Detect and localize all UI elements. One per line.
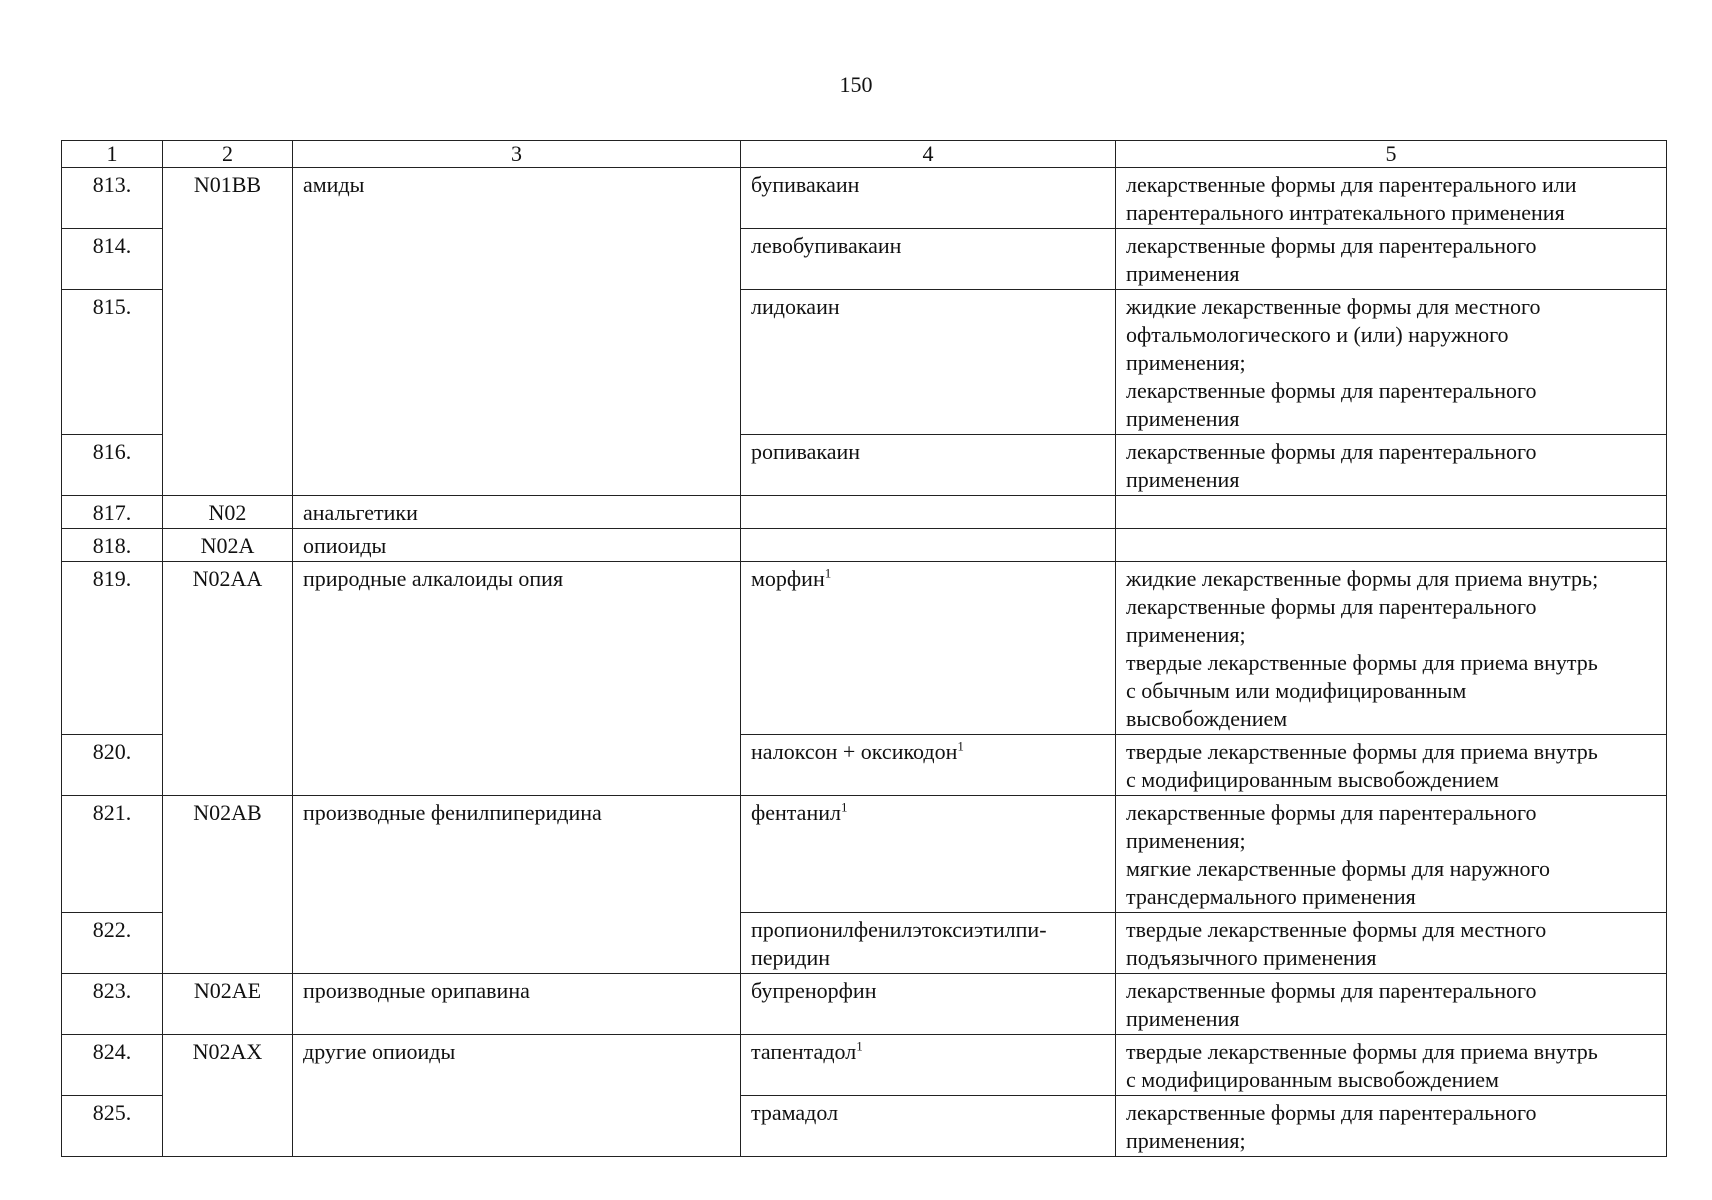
dosage-form-line: твердые лекарственные формы для приема внутрь <box>1126 739 1598 764</box>
group-name: производные орипавина <box>293 974 741 1035</box>
atc-code: N02AE <box>163 974 293 1035</box>
atc-code: N01BB <box>163 168 293 496</box>
dosage-form-line: жидкие лекарственные формы для местного <box>1126 294 1541 319</box>
dosage-form-line: лекарственные формы для парентерального <box>1126 800 1537 825</box>
row-number: 820. <box>62 735 163 796</box>
dosage-form-line: применения; <box>1126 828 1246 853</box>
row-number: 813. <box>62 168 163 229</box>
dosage-form-line: офтальмологического и (или) наружного <box>1126 322 1509 347</box>
page-number: 150 <box>839 72 873 97</box>
table-row <box>62 529 1667 562</box>
column-header: 1 <box>62 141 163 168</box>
drug-name: бупивакаин <box>741 168 1116 229</box>
drug-name <box>741 735 1116 796</box>
drug-name <box>741 796 1116 913</box>
row-number: 816. <box>62 435 163 496</box>
dosage-form-line: лекарственные формы для парентерального <box>1126 1100 1537 1125</box>
column-header: 4 <box>741 141 1116 168</box>
dosage-form <box>1116 529 1667 562</box>
dosage-form-line: с модифицированным высвобождением <box>1126 1067 1499 1092</box>
drug-name: лидокаин <box>741 290 1116 435</box>
row-number: 815. <box>62 290 163 435</box>
footnote-mark: 1 <box>957 738 964 754</box>
dosage-form-line: парентерального интратекального применения <box>1126 200 1565 225</box>
drug-name: бупренорфин <box>741 974 1116 1035</box>
row-number: 824. <box>62 1035 163 1096</box>
dosage-form-line: применения <box>1126 467 1240 492</box>
dosage-form-line: лекарственные формы для парентерального <box>1126 978 1537 1003</box>
dosage-form <box>1116 796 1667 913</box>
dosage-form <box>1116 496 1667 529</box>
table-row <box>62 168 1667 229</box>
column-header: 2 <box>163 141 293 168</box>
medicines-table <box>61 140 1667 1157</box>
dosage-form-line: с обычным или модифицированным <box>1126 678 1467 703</box>
footnote-mark: 1 <box>840 799 848 815</box>
atc-code: N02AX <box>163 1035 293 1157</box>
row-number: 821. <box>62 796 163 913</box>
dosage-form-line: с модифицированным высвобождением <box>1126 767 1499 792</box>
row-number: 819. <box>62 562 163 735</box>
dosage-form-line: жидкие лекарственные формы для приема внутрь; <box>1126 566 1599 591</box>
dosage-form-line: применения; <box>1126 350 1246 375</box>
drug-name <box>741 913 1116 974</box>
group-name: природные алкалоиды опия <box>293 562 741 796</box>
drug-name-text: тапентадол <box>751 1039 857 1064</box>
table-row <box>62 562 1667 735</box>
row-number: 825. <box>62 1096 163 1157</box>
dosage-form <box>1116 168 1667 229</box>
drug-name <box>741 562 1116 735</box>
dosage-form-line: лекарственные формы для парентерального <box>1126 439 1537 464</box>
drug-name: трамадол <box>741 1096 1116 1157</box>
dosage-form <box>1116 735 1667 796</box>
group-name: другие опиоиды <box>293 1035 741 1157</box>
header-row <box>62 141 1667 168</box>
drug-name <box>741 529 1116 562</box>
dosage-form-line: применения <box>1126 406 1240 431</box>
dosage-form-line: твердые лекарственные формы для приема внутрь <box>1126 1039 1598 1064</box>
table-row <box>62 796 1667 913</box>
column-header: 5 <box>1116 141 1667 168</box>
dosage-form <box>1116 562 1667 735</box>
drug-name-line: пропионилфенилэтоксиэтилпи- <box>751 917 1047 942</box>
atc-code: N02AB <box>163 796 293 974</box>
dosage-form-line: применения; <box>1126 622 1246 647</box>
table-row <box>62 1035 1667 1096</box>
table-row <box>62 496 1667 529</box>
row-number: 822. <box>62 913 163 974</box>
dosage-form-line: лекарственные формы для парентерального <box>1126 233 1537 258</box>
dosage-form-line: подъязычного применения <box>1126 945 1377 970</box>
drug-name-text: налоксон + оксикодон <box>751 739 958 764</box>
dosage-form-line: трансдермального применения <box>1126 884 1416 909</box>
dosage-form-line: применения <box>1126 1006 1240 1031</box>
group-name: амиды <box>293 168 741 496</box>
dosage-form <box>1116 913 1667 974</box>
dosage-form-line: мягкие лекарственные формы для наружного <box>1126 856 1550 881</box>
footnote-mark: 1 <box>856 1038 863 1054</box>
dosage-form-line: применения <box>1126 261 1240 286</box>
dosage-form-line: твердые лекарственные формы для местного <box>1126 917 1547 942</box>
drug-name <box>741 496 1116 529</box>
drug-name: левобупивакаин <box>741 229 1116 290</box>
drug-name-line: перидин <box>751 945 831 970</box>
dosage-form <box>1116 435 1667 496</box>
dosage-form <box>1116 974 1667 1035</box>
dosage-form-line: твердые лекарственные формы для приема внутрь <box>1126 650 1598 675</box>
column-header: 3 <box>293 141 741 168</box>
dosage-form-line: лекарственные формы для парентерального <box>1126 378 1537 403</box>
footnote-mark: 1 <box>824 565 832 581</box>
row-number: 817. <box>62 496 163 529</box>
dosage-form-line: лекарственные формы для парентерального <box>1126 594 1537 619</box>
table-row <box>62 974 1667 1035</box>
atc-code: N02AA <box>163 562 293 796</box>
dosage-form <box>1116 290 1667 435</box>
dosage-form-line: лекарственные формы для парентерального или <box>1126 172 1577 197</box>
group-name: производные фенилпиперидина <box>293 796 741 974</box>
row-number: 818. <box>62 529 163 562</box>
drug-name <box>741 1035 1116 1096</box>
row-number: 823. <box>62 974 163 1035</box>
drug-name: ропивакаин <box>741 435 1116 496</box>
group-name: опиоиды <box>293 529 741 562</box>
dosage-form-line: применения; <box>1126 1128 1246 1153</box>
atc-code: N02 <box>163 496 293 529</box>
dosage-form <box>1116 1096 1667 1157</box>
group-name: анальгетики <box>293 496 741 529</box>
drug-name-text: морфин <box>751 566 825 591</box>
dosage-form <box>1116 229 1667 290</box>
row-number: 814. <box>62 229 163 290</box>
dosage-form <box>1116 1035 1667 1096</box>
dosage-form-line: высвобождением <box>1126 706 1288 731</box>
drug-name-text: фентанил <box>751 800 841 825</box>
atc-code: N02A <box>163 529 293 562</box>
